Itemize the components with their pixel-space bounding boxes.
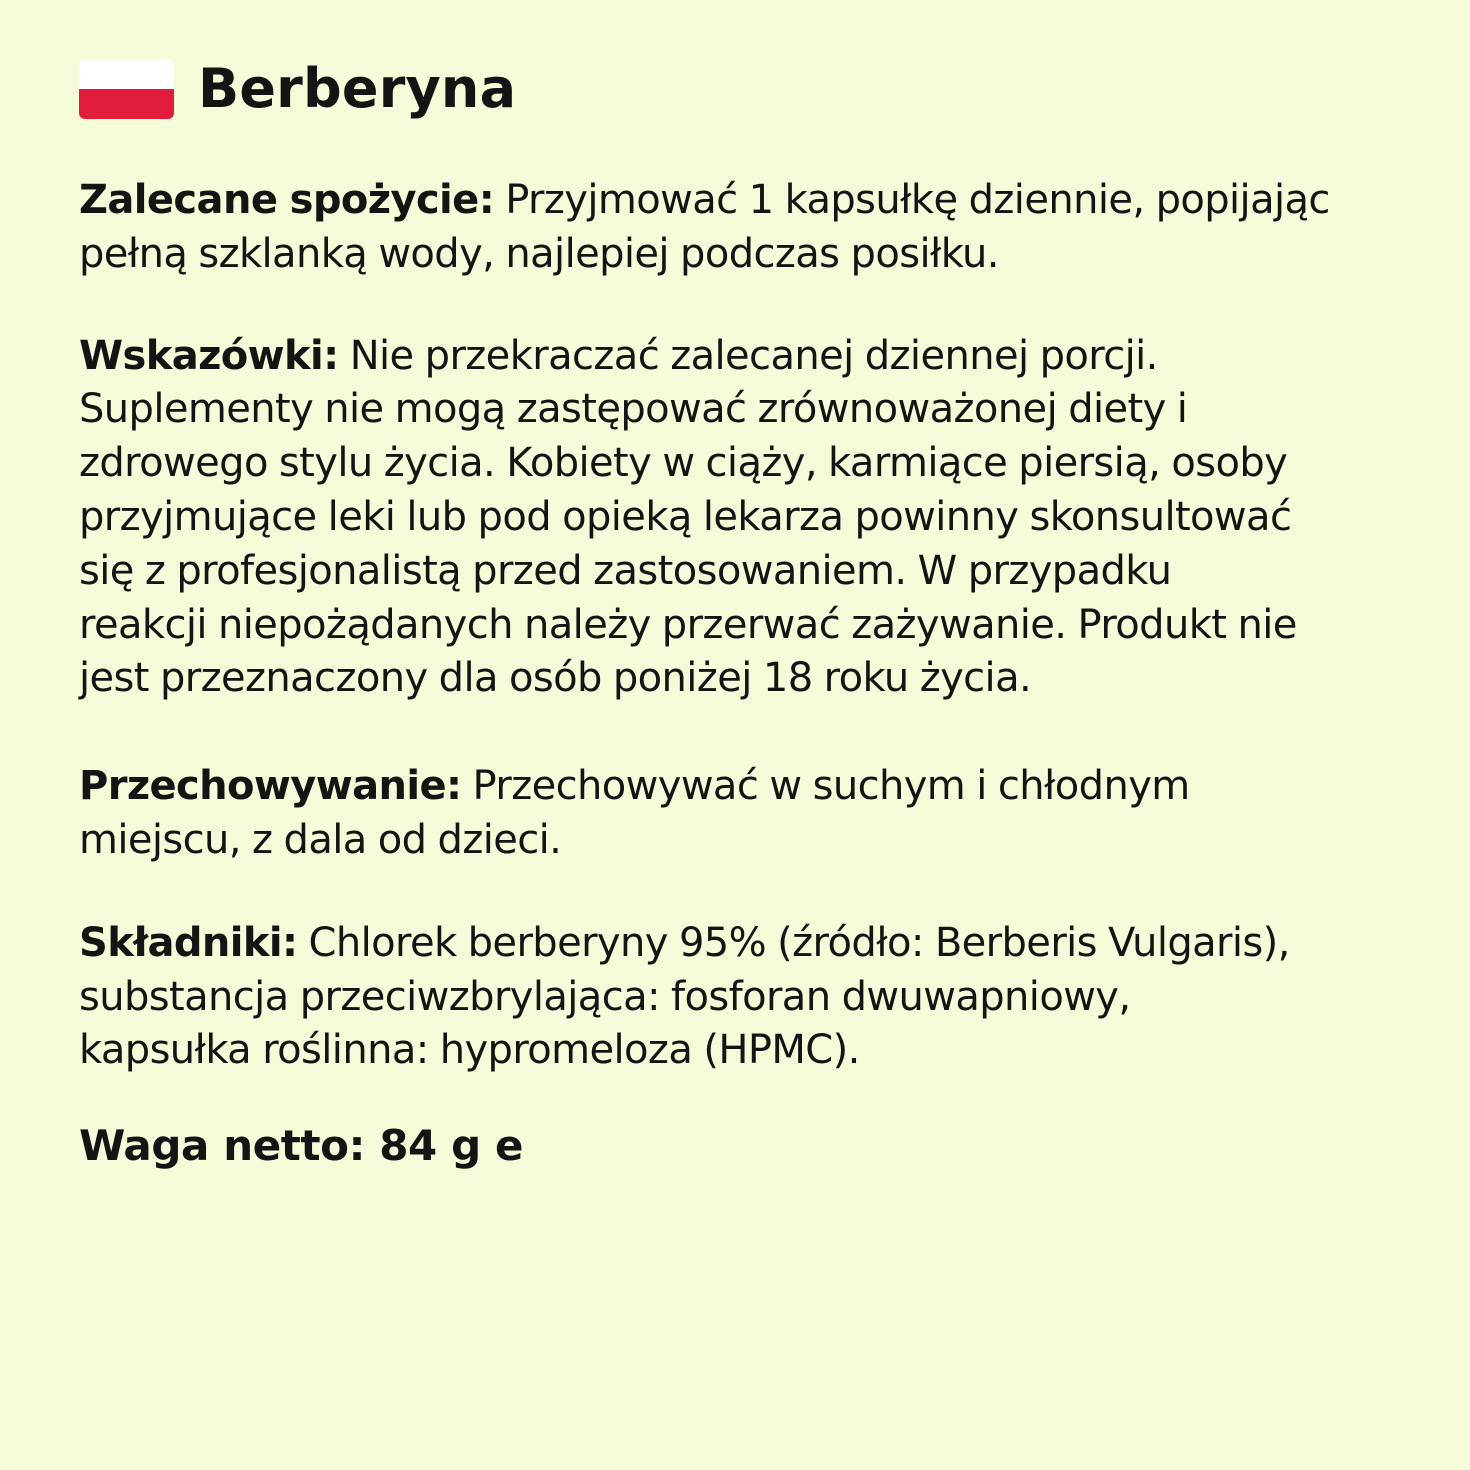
ingredients-label: Składniki: [79, 919, 298, 966]
guidelines-text-5: się z profesjonalistą przed zastosowaniem. W przypadku [79, 547, 1172, 594]
guidelines-text-2: Suplementy nie mogą zastępować zrównoważonej diety i [79, 386, 1188, 433]
guidelines-text-6: reakcji niepożądanych należy przerwać zażywanie. Produkt nie [79, 601, 1297, 648]
ingredients-section [79, 917, 1390, 1078]
net-weight: Waga netto: 84 g e [79, 1121, 524, 1171]
guidelines-label: Wskazówki: [79, 332, 339, 379]
guidelines-line-1 [79, 330, 1390, 384]
recommended-intake-label: Zalecane spożycie: [79, 177, 495, 223]
flag-white-stripe [79, 59, 174, 89]
recommended-intake-text-1: Przyjmować 1 kapsułkę dziennie, popijając [505, 177, 1330, 223]
storage-label: Przechowywanie: [79, 763, 462, 810]
flag-red-stripe [79, 89, 174, 119]
storage-section [79, 760, 1390, 868]
ingredients-line-1 [79, 917, 1390, 971]
recommended-intake-text-2: pełną szklanką wody, najlepiej podczas posiłku. [79, 230, 999, 277]
guidelines-text-1: Nie przekraczać zalecanej dziennej porcji. [349, 332, 1158, 379]
ingredients-text-2: substancja przeciwzbrylająca: fosforan dwuwapniowy, [79, 973, 1131, 1020]
storage-text-1: Przechowywać w suchym i chłodnym [472, 763, 1190, 810]
guidelines-text-3: zdrowego stylu życia. Kobiety w ciąży, karmiące piersią, osoby [79, 440, 1288, 487]
storage-line-1 [79, 760, 1390, 814]
guidelines-text-7: jest przeznaczony dla osób poniżej 18 roku życia. [79, 655, 1032, 702]
guidelines-section [79, 330, 1390, 707]
guidelines-text-4: przyjmujące leki lub pod opieką lekarza powinny skonsultować [79, 493, 1292, 540]
product-title: Berberyna [198, 57, 517, 120]
storage-text-2: miejscu, z dala od dzieci. [79, 816, 562, 863]
ingredients-text-3: kapsułka roślinna: hypromeloza (HPMC). [79, 1027, 860, 1074]
recommended-intake-line-1 [79, 174, 1390, 228]
recommended-intake-section [79, 174, 1390, 282]
ingredients-text-1: Chlorek berberyny 95% (źródło: Berberis Vulgaris), [308, 919, 1290, 966]
header [79, 58, 1390, 120]
poland-flag-icon [79, 59, 174, 119]
